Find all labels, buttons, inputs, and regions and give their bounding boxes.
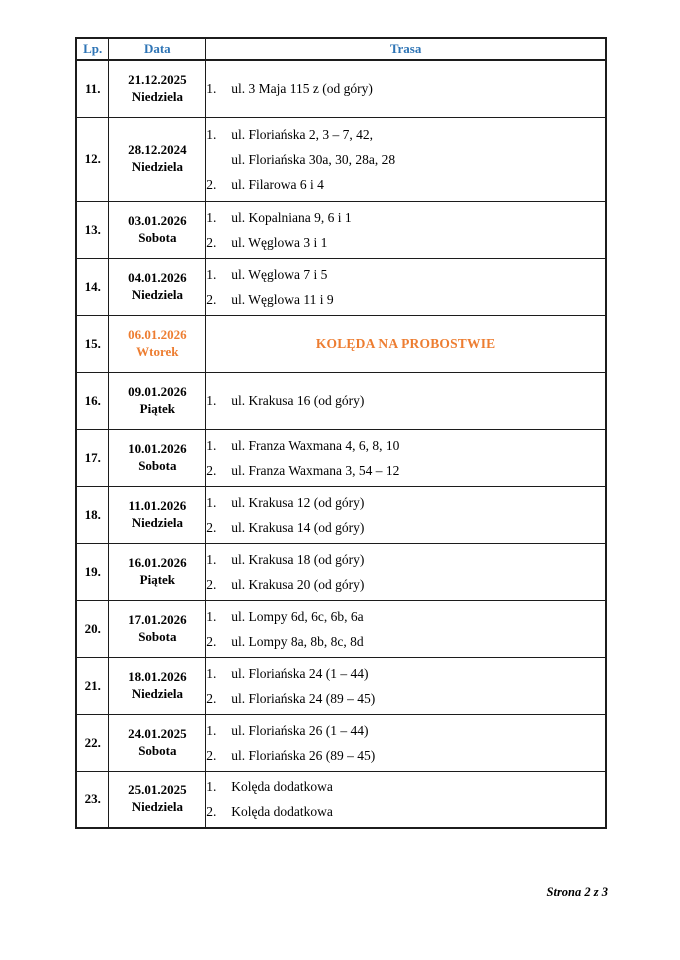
date-cell (109, 657, 206, 714)
route-cell (206, 117, 606, 201)
route-cell (206, 258, 606, 315)
route-item-text: ul. Węglowa 7 i 5 (231, 266, 328, 282)
route-item-number: 1. (206, 437, 217, 453)
route-item-number: 1. (206, 126, 217, 142)
route-item-text: ul. Węglowa 3 i 1 (231, 234, 328, 250)
weekday-value: Niedziela (131, 685, 183, 701)
route-cell (206, 429, 606, 486)
route-item-text: ul. Floriańska 24 (89 – 45) (231, 690, 376, 706)
row-number-cell: 16. (76, 372, 109, 429)
table-row (76, 600, 606, 657)
route-item (206, 547, 605, 572)
route-item-number: 2. (206, 576, 217, 592)
date-value: 11.01.2026 (128, 497, 187, 513)
route-item (206, 743, 605, 768)
row-number-cell: 23. (76, 771, 109, 828)
route-item (206, 122, 605, 147)
date-cell (109, 258, 206, 315)
route-item-number: 1. (206, 209, 217, 225)
route-item-text: ul. Lompy 6d, 6c, 6b, 6a (231, 608, 364, 624)
table-row (76, 714, 606, 771)
route-cell (206, 372, 606, 429)
route-item-number: 1. (206, 779, 217, 795)
table-body (76, 60, 606, 828)
route-item-text: ul. Krakusa 20 (od góry) (231, 576, 365, 592)
table-row (76, 771, 606, 828)
row-number-cell: 18. (76, 486, 109, 543)
route-item (206, 458, 605, 483)
row-number-cell: 21. (76, 657, 109, 714)
date-value: 18.01.2026 (128, 668, 187, 684)
date-value: 03.01.2026 (128, 212, 187, 228)
table-row (76, 258, 606, 315)
date-cell (109, 201, 206, 258)
row-number-cell: 17. (76, 429, 109, 486)
route-item (206, 433, 605, 458)
route-item-text: ul. Węglowa 11 i 9 (231, 291, 334, 307)
route-cell (206, 60, 606, 117)
weekday-value: Niedziela (131, 159, 183, 174)
route-cell (206, 714, 606, 771)
row-number-cell: 12. (76, 117, 109, 201)
date-value: 24.01.2025 (128, 725, 187, 741)
route-item-number: 2. (206, 462, 217, 478)
row-number-cell: 15. (76, 315, 109, 372)
route-item-number: 2. (206, 291, 217, 307)
header-row (76, 38, 606, 60)
weekday-value: Wtorek (136, 343, 179, 359)
weekday-value: Sobota (138, 457, 177, 473)
route-item (206, 604, 605, 629)
col-header-data: Data (109, 38, 206, 60)
weekday-value: Piątek (139, 400, 176, 416)
table-row (76, 372, 606, 429)
date-cell (109, 543, 206, 600)
route-item-number: 1. (206, 393, 217, 408)
route-item (206, 490, 605, 515)
route-item-text: ul. Floriańska 26 (1 – 44) (231, 722, 369, 738)
route-item-text: Kolęda dodatkowa (231, 779, 333, 795)
route-item-text: ul. Floriańska 2, 3 – 7, 42, (231, 126, 373, 142)
date-value: 21.12.2025 (128, 71, 187, 87)
route-item (206, 799, 605, 824)
route-cell (206, 600, 606, 657)
route-item-text: ul. Krakusa 18 (od góry) (231, 551, 365, 567)
date-cell (109, 315, 206, 372)
table-row (76, 486, 606, 543)
date-value: 28.12.2024 (128, 142, 187, 158)
route-item (206, 686, 605, 711)
date-cell (109, 60, 206, 117)
route-item (206, 629, 605, 654)
route-item-number: 2. (206, 519, 217, 535)
date-cell (109, 771, 206, 828)
route-item-number: 1. (206, 494, 217, 510)
date-cell (109, 117, 206, 201)
route-item-text: ul. Floriańska 24 (1 – 44) (231, 665, 369, 681)
weekday-value: Piątek (139, 571, 176, 587)
date-cell (109, 486, 206, 543)
route-item-number: 2. (206, 690, 217, 706)
route-item (206, 76, 605, 101)
date-value: 09.01.2026 (128, 383, 187, 399)
route-item-text: ul. 3 Maja 115 z (od góry) (231, 81, 373, 97)
route-cell (206, 543, 606, 600)
route-item (206, 172, 605, 197)
route-item (206, 718, 605, 743)
route-item (206, 515, 605, 540)
weekday-value: Niedziela (131, 799, 183, 815)
date-value: 17.01.2026 (128, 611, 187, 627)
page-number: Strona 2 z 3 (546, 885, 608, 899)
table-row (76, 315, 606, 372)
date-value: 04.01.2026 (128, 269, 187, 285)
row-number-cell: 20. (76, 600, 109, 657)
table-row (76, 201, 606, 258)
route-item-number: 2. (206, 747, 217, 763)
route-item (206, 774, 605, 799)
route-item-number: 2. (206, 176, 217, 192)
table-row (76, 543, 606, 600)
route-item-number: 2. (206, 234, 217, 250)
route-cell (206, 486, 606, 543)
col-header-lp: Lp. (76, 38, 109, 60)
date-value: 06.01.2026 (128, 326, 187, 342)
date-cell (109, 714, 206, 771)
route-item (206, 287, 605, 312)
weekday-value: Sobota (138, 628, 177, 644)
table-row (76, 657, 606, 714)
table-row (76, 429, 606, 486)
route-cell (206, 315, 606, 372)
date-value: 10.01.2026 (128, 440, 187, 456)
route-item (206, 230, 605, 255)
schedule-table (75, 37, 607, 829)
route-item-text: ul. Kopalniana 9, 6 i 1 (231, 209, 352, 225)
route-cell (206, 657, 606, 714)
route-item-text: ul. Floriańska 26 (89 – 45) (231, 747, 376, 763)
date-value: 25.01.2025 (128, 782, 187, 798)
route-item (206, 388, 605, 413)
route-item (206, 262, 605, 287)
row-number-cell: 19. (76, 543, 109, 600)
route-item-text: ul. Filarowa 6 i 4 (231, 176, 324, 192)
route-item-text: ul. Krakusa 16 (od góry) (231, 393, 365, 408)
col-header-trasa: Trasa (206, 38, 606, 60)
date-cell (109, 372, 206, 429)
date-cell (109, 429, 206, 486)
route-item-number: 2. (206, 633, 217, 649)
route-item-text: ul. Lompy 8a, 8b, 8c, 8d (231, 633, 364, 649)
weekday-value: Sobota (138, 229, 177, 245)
row-number-cell: 11. (76, 60, 109, 117)
row-number-cell: 13. (76, 201, 109, 258)
route-item-number: 1. (206, 266, 217, 282)
route-cell (206, 201, 606, 258)
weekday-value: Niedziela (131, 286, 183, 302)
route-item-number: 2. (206, 804, 217, 820)
table-header (76, 38, 606, 60)
weekday-value: Niedziela (131, 514, 183, 530)
route-item-text: ul. Krakusa 14 (od góry) (231, 519, 365, 535)
date-value: 16.01.2026 (128, 554, 187, 570)
route-item-text: ul. Franza Waxmana 4, 6, 8, 10 (231, 437, 400, 453)
date-cell (109, 600, 206, 657)
weekday-value: Niedziela (131, 88, 183, 104)
route-item-text: Kolęda dodatkowa (231, 804, 333, 820)
route-item-number: 1. (206, 665, 217, 681)
route-item-number: 1. (206, 722, 217, 738)
route-item (206, 572, 605, 597)
route-item-number: 1. (206, 608, 217, 624)
weekday-value: Sobota (138, 742, 177, 758)
route-item-number: 1. (206, 81, 217, 97)
row-number-cell: 22. (76, 714, 109, 771)
table-row (76, 60, 606, 117)
special-note: KOLĘDA NA PROBOSTWIE (315, 335, 496, 351)
route-item (206, 661, 605, 686)
row-number-cell: 14. (76, 258, 109, 315)
route-item (206, 205, 605, 230)
route-item-text: ul. Franza Waxmana 3, 54 – 12 (231, 462, 400, 478)
route-item-text: ul. Krakusa 12 (od góry) (231, 494, 365, 510)
table-row (76, 117, 606, 201)
route-item-number: 1. (206, 551, 217, 567)
route-cell (206, 771, 606, 828)
route-item-continuation: ul. Floriańska 30a, 30, 28a, 28 (231, 151, 396, 167)
